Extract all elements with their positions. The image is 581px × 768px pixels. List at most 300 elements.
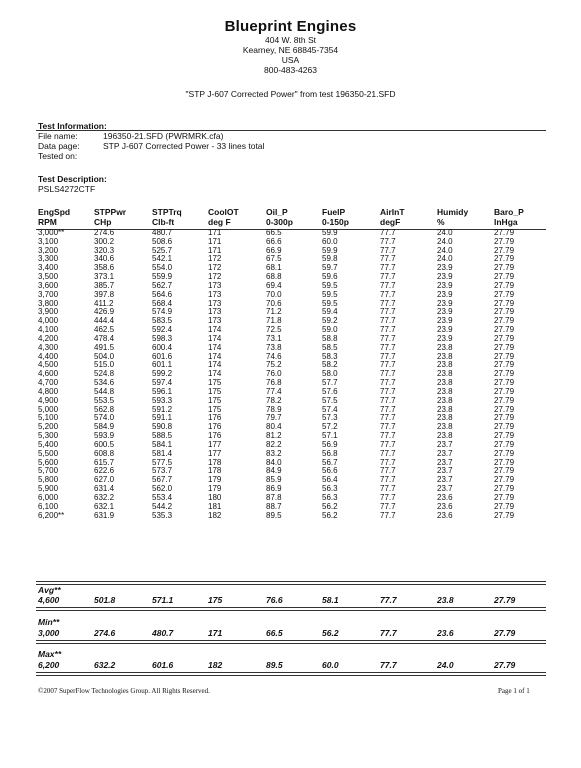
table-cell: 27.79 bbox=[494, 378, 515, 388]
table-cell: 554.0 bbox=[152, 263, 173, 273]
column-name: CoolOT bbox=[208, 207, 239, 217]
table-cell: 56.3 bbox=[322, 484, 338, 494]
table-cell: 78.9 bbox=[266, 404, 282, 414]
table-cell: 23.7 bbox=[437, 448, 453, 458]
avg-cell: 76.6 bbox=[266, 595, 283, 605]
table-cell: 81.2 bbox=[266, 431, 282, 441]
company-name: Blueprint Engines bbox=[224, 18, 357, 35]
table-cell: 593.3 bbox=[152, 395, 173, 405]
table-cell: 71.2 bbox=[266, 307, 282, 317]
table-cell: 3,700 bbox=[38, 289, 59, 299]
table-cell: 27.79 bbox=[494, 431, 515, 441]
table-cell: 567.7 bbox=[152, 475, 173, 485]
table-cell: 27.79 bbox=[494, 492, 515, 502]
table-cell: 27.79 bbox=[494, 466, 515, 476]
table-cell: 77.7 bbox=[380, 307, 396, 317]
min-cell: 77.7 bbox=[380, 628, 397, 638]
table-cell: 588.5 bbox=[152, 431, 173, 441]
avg-cell: 175 bbox=[208, 595, 223, 605]
table-cell: 77.7 bbox=[380, 280, 396, 290]
table-cell: 77.7 bbox=[380, 263, 396, 273]
tested-on-row bbox=[38, 152, 103, 162]
table-cell: 608.8 bbox=[94, 448, 115, 458]
table-cell: 23.9 bbox=[437, 307, 453, 317]
table-cell: 3,500 bbox=[38, 272, 59, 282]
table-cell: 4,200 bbox=[38, 333, 59, 343]
table-cell: 3,600 bbox=[38, 280, 59, 290]
table-cell: 27.79 bbox=[494, 501, 515, 511]
max-cell: 27.79 bbox=[494, 660, 516, 670]
table-cell: 67.5 bbox=[266, 254, 282, 264]
column-unit: % bbox=[437, 216, 445, 227]
table-cell: 601.1 bbox=[152, 360, 173, 370]
column-header bbox=[94, 208, 126, 227]
table-cell: 88.7 bbox=[266, 501, 282, 511]
table-cell: 178 bbox=[208, 466, 222, 476]
table-cell: 58.2 bbox=[322, 360, 338, 370]
min-label: Min** bbox=[38, 617, 60, 627]
table-cell: 23.8 bbox=[437, 360, 453, 370]
table-cell: 57.5 bbox=[322, 395, 338, 405]
table-cell: 562.7 bbox=[152, 280, 173, 290]
table-cell: 27.79 bbox=[494, 228, 515, 237]
table-cell: 411.2 bbox=[94, 298, 114, 308]
table-cell: 3,100 bbox=[38, 236, 59, 246]
table-cell: 23.7 bbox=[437, 484, 453, 494]
table-cell: 179 bbox=[208, 475, 222, 485]
table-cell: 3,400 bbox=[38, 263, 59, 273]
max-cell: 24.0 bbox=[437, 660, 454, 670]
table-cell: 77.7 bbox=[380, 510, 396, 520]
table-cell: 274.6 bbox=[94, 228, 115, 237]
table-cell: 75.2 bbox=[266, 360, 282, 370]
column-header bbox=[380, 208, 405, 227]
table-cell: 59.5 bbox=[322, 289, 338, 299]
column-name: EngSpd bbox=[38, 207, 71, 217]
table-cell: 59.8 bbox=[322, 254, 338, 264]
table-cell: 573.7 bbox=[152, 466, 173, 476]
table-cell: 508.6 bbox=[152, 236, 173, 246]
table-cell: 57.7 bbox=[322, 378, 338, 388]
table-cell: 77.7 bbox=[380, 386, 396, 396]
table-cell: 597.4 bbox=[152, 378, 173, 388]
table-cell: 56.9 bbox=[322, 439, 338, 449]
min-cell: 171 bbox=[208, 628, 223, 638]
table-cell: 77.7 bbox=[380, 475, 396, 485]
table-cell: 56.7 bbox=[322, 457, 338, 467]
table-cell: 59.4 bbox=[322, 307, 338, 317]
table-cell: 174 bbox=[208, 325, 222, 335]
table-cell: 77.7 bbox=[380, 395, 396, 405]
table-cell: 300.2 bbox=[94, 236, 115, 246]
table-cell: 358.6 bbox=[94, 263, 115, 273]
table-cell: 24.0 bbox=[437, 254, 453, 264]
table-cell: 84.0 bbox=[266, 457, 282, 467]
table-cell: 23.6 bbox=[437, 510, 453, 520]
table-cell: 86.9 bbox=[266, 484, 282, 494]
table-cell: 77.7 bbox=[380, 413, 396, 423]
table-cell: 59.9 bbox=[322, 228, 338, 237]
table-cell: 72.5 bbox=[266, 325, 282, 335]
table-cell: 176 bbox=[208, 413, 222, 423]
table-cell: 23.8 bbox=[437, 395, 453, 405]
table-cell: 59.9 bbox=[322, 245, 338, 255]
table-cell: 59.0 bbox=[322, 325, 338, 335]
table-cell: 340.6 bbox=[94, 254, 115, 264]
table-cell: 27.79 bbox=[494, 298, 515, 308]
table-cell: 59.7 bbox=[322, 263, 338, 273]
table-cell: 23.9 bbox=[437, 289, 453, 299]
table-cell: 426.9 bbox=[94, 307, 115, 317]
max-cell: 6,200 bbox=[38, 660, 60, 670]
table-cell: 5,300 bbox=[38, 431, 59, 441]
table-cell: 56.2 bbox=[322, 510, 338, 520]
table-cell: 373.1 bbox=[94, 272, 115, 282]
table-cell: 598.3 bbox=[152, 333, 173, 343]
table-cell: 583.5 bbox=[152, 316, 173, 326]
table-cell: 66.6 bbox=[266, 236, 282, 246]
table-cell: 173 bbox=[208, 298, 222, 308]
table-cell: 559.9 bbox=[152, 272, 173, 282]
table-cell: 23.8 bbox=[437, 413, 453, 423]
table-cell: 27.79 bbox=[494, 272, 515, 282]
table-cell: 174 bbox=[208, 342, 222, 352]
table-cell: 27.79 bbox=[494, 254, 515, 264]
table-cell: 627.0 bbox=[94, 475, 115, 485]
table-cell: 27.79 bbox=[494, 307, 515, 317]
table-cell: 173 bbox=[208, 289, 222, 299]
table-cell: 397.8 bbox=[94, 289, 115, 299]
table-cell: 59.5 bbox=[322, 280, 338, 290]
column-header bbox=[322, 208, 349, 227]
table-cell: 553.4 bbox=[152, 492, 173, 502]
table-cell: 182 bbox=[208, 510, 222, 520]
table-cell: 181 bbox=[208, 501, 222, 511]
table-cell: 4,800 bbox=[38, 386, 59, 396]
column-header bbox=[38, 208, 70, 227]
table-cell: 174 bbox=[208, 351, 222, 361]
table-cell: 68.1 bbox=[266, 263, 282, 273]
table-cell: 56.3 bbox=[322, 492, 338, 502]
stats-divider bbox=[36, 607, 546, 611]
max-cell: 632.2 bbox=[94, 660, 116, 670]
table-cell: 175 bbox=[208, 378, 222, 388]
table-cell: 542.1 bbox=[152, 254, 173, 264]
data-table bbox=[0, 229, 581, 520]
table-cell: 172 bbox=[208, 272, 222, 282]
table-cell: 77.7 bbox=[380, 351, 396, 361]
table-cell: 5,700 bbox=[38, 466, 59, 476]
table-cell: 23.8 bbox=[437, 351, 453, 361]
table-cell: 4,100 bbox=[38, 325, 59, 335]
table-cell: 83.2 bbox=[266, 448, 282, 458]
table-cell: 27.79 bbox=[494, 439, 515, 449]
column-unit: degF bbox=[380, 216, 401, 227]
table-cell: 23.8 bbox=[437, 342, 453, 352]
column-header bbox=[152, 208, 182, 227]
table-cell: 89.5 bbox=[266, 510, 282, 520]
column-header bbox=[494, 208, 524, 227]
table-cell: 584.1 bbox=[152, 439, 173, 449]
table-cell: 80.4 bbox=[266, 422, 282, 432]
table-cell: 58.5 bbox=[322, 342, 338, 352]
min-cell: 27.79 bbox=[494, 628, 516, 638]
table-cell: 77.7 bbox=[380, 457, 396, 467]
table-cell: 27.79 bbox=[494, 342, 515, 352]
column-name: STPPwr bbox=[94, 207, 127, 217]
table-cell: 179 bbox=[208, 484, 222, 494]
table-cell: 27.79 bbox=[494, 404, 515, 414]
address-line-1: 404 W. 8th St bbox=[264, 35, 317, 45]
table-cell: 171 bbox=[208, 236, 222, 246]
table-cell: 57.6 bbox=[322, 386, 338, 396]
table-cell: 76.8 bbox=[266, 378, 282, 388]
table-cell: 87.8 bbox=[266, 492, 282, 502]
min-cell: 480.7 bbox=[152, 628, 174, 638]
table-cell: 82.2 bbox=[266, 439, 282, 449]
column-name: AirInT bbox=[380, 207, 405, 217]
table-cell: 59.5 bbox=[322, 298, 338, 308]
table-cell: 27.79 bbox=[494, 457, 515, 467]
table-cell: 77.4 bbox=[266, 386, 282, 396]
avg-cell: 501.8 bbox=[94, 595, 116, 605]
table-cell: 632.2 bbox=[94, 492, 115, 502]
table-cell: 320.3 bbox=[94, 245, 115, 255]
table-cell: 176 bbox=[208, 422, 222, 432]
table-cell: 562.0 bbox=[152, 484, 173, 494]
table-row bbox=[0, 512, 581, 521]
table-cell: 577.5 bbox=[152, 457, 173, 467]
table-cell: 478.4 bbox=[94, 333, 115, 343]
table-cell: 562.8 bbox=[94, 404, 115, 414]
table-cell: 27.79 bbox=[494, 245, 515, 255]
table-cell: 524.8 bbox=[94, 369, 115, 379]
table-cell: 70.0 bbox=[266, 289, 282, 299]
avg-cell: 77.7 bbox=[380, 595, 397, 605]
table-cell: 77.7 bbox=[380, 333, 396, 343]
stats-divider bbox=[36, 672, 546, 676]
table-cell: 77.7 bbox=[380, 492, 396, 502]
column-unit: InHga bbox=[494, 216, 518, 227]
table-cell: 23.7 bbox=[437, 457, 453, 467]
table-cell: 27.79 bbox=[494, 316, 515, 326]
table-cell: 631.9 bbox=[94, 510, 115, 520]
table-cell: 27.79 bbox=[494, 475, 515, 485]
table-cell: 568.4 bbox=[152, 298, 173, 308]
table-cell: 73.8 bbox=[266, 342, 282, 352]
table-cell: 78.2 bbox=[266, 395, 282, 405]
table-cell: 77.7 bbox=[380, 360, 396, 370]
table-cell: 57.2 bbox=[322, 422, 338, 432]
table-cell: 23.8 bbox=[437, 431, 453, 441]
max-cell: 182 bbox=[208, 660, 223, 670]
table-cell: 3,900 bbox=[38, 307, 59, 317]
table-cell: 77.7 bbox=[380, 439, 396, 449]
table-cell: 3,000** bbox=[38, 228, 65, 237]
data-page-label: Data page: bbox=[38, 141, 80, 151]
avg-cell: 23.8 bbox=[437, 595, 454, 605]
table-cell: 73.1 bbox=[266, 333, 282, 343]
table-cell: 176 bbox=[208, 431, 222, 441]
table-cell: 5,100 bbox=[38, 413, 59, 423]
table-cell: 175 bbox=[208, 395, 222, 405]
table-cell: 77.7 bbox=[380, 484, 396, 494]
table-cell: 57.3 bbox=[322, 413, 338, 423]
table-cell: 79.7 bbox=[266, 413, 282, 423]
table-cell: 596.1 bbox=[152, 386, 173, 396]
table-cell: 58.3 bbox=[322, 351, 338, 361]
table-cell: 23.6 bbox=[437, 492, 453, 502]
table-cell: 4,300 bbox=[38, 342, 59, 352]
table-cell: 77.7 bbox=[380, 466, 396, 476]
table-cell: 27.79 bbox=[494, 413, 515, 423]
table-cell: 59.6 bbox=[322, 272, 338, 282]
table-cell: 77.7 bbox=[380, 422, 396, 432]
table-cell: 3,200 bbox=[38, 245, 59, 255]
column-name: Humidy bbox=[437, 207, 469, 217]
table-cell: 171 bbox=[208, 245, 222, 255]
table-cell: 23.8 bbox=[437, 386, 453, 396]
column-unit: CHp bbox=[94, 216, 112, 227]
table-cell: 74.6 bbox=[266, 351, 282, 361]
table-cell: 77.7 bbox=[380, 236, 396, 246]
table-cell: 24.0 bbox=[437, 236, 453, 246]
table-cell: 27.79 bbox=[494, 484, 515, 494]
column-unit: 0-300p bbox=[266, 216, 293, 227]
stats-divider bbox=[36, 640, 546, 644]
max-cell: 89.5 bbox=[266, 660, 283, 670]
address-line-2: Kearney, NE 68845-7354 bbox=[242, 45, 339, 55]
table-cell: 56.6 bbox=[322, 466, 338, 476]
table-cell: 57.4 bbox=[322, 404, 338, 414]
max-cell: 77.7 bbox=[380, 660, 397, 670]
table-cell: 77.7 bbox=[380, 272, 396, 282]
table-cell: 77.7 bbox=[380, 298, 396, 308]
table-cell: 574.0 bbox=[94, 413, 115, 423]
table-cell: 23.9 bbox=[437, 272, 453, 282]
table-cell: 631.4 bbox=[94, 484, 115, 494]
table-cell: 56.8 bbox=[322, 448, 338, 458]
min-cell: 56.2 bbox=[322, 628, 339, 638]
tested-on-label: Tested on: bbox=[38, 151, 78, 161]
avg-label: Avg** bbox=[38, 585, 61, 595]
table-cell: 23.7 bbox=[437, 466, 453, 476]
file-name-label: File name: bbox=[38, 131, 78, 141]
table-cell: 85.9 bbox=[266, 475, 282, 485]
max-row bbox=[0, 660, 581, 671]
table-cell: 3,800 bbox=[38, 298, 59, 308]
table-cell: 171 bbox=[208, 228, 222, 237]
column-name: Oil_P bbox=[266, 207, 288, 217]
table-cell: 23.9 bbox=[437, 280, 453, 290]
min-cell: 274.6 bbox=[94, 628, 116, 638]
table-cell: 76.0 bbox=[266, 369, 282, 379]
table-cell: 175 bbox=[208, 386, 222, 396]
table-cell: 24.0 bbox=[437, 228, 453, 237]
copyright-text: ©2007 SuperFlow Technologies Group. All Rights Reserved. bbox=[38, 687, 210, 695]
table-cell: 174 bbox=[208, 369, 222, 379]
table-cell: 385.7 bbox=[94, 280, 115, 290]
avg-cell: 4,600 bbox=[38, 595, 60, 605]
table-cell: 77.7 bbox=[380, 404, 396, 414]
table-cell: 27.79 bbox=[494, 236, 515, 246]
table-cell: 544.8 bbox=[94, 386, 115, 396]
stats-divider bbox=[36, 581, 546, 585]
table-cell: 622.6 bbox=[94, 466, 115, 476]
table-cell: 84.9 bbox=[266, 466, 282, 476]
column-header bbox=[437, 208, 468, 227]
column-unit: RPM bbox=[38, 216, 57, 227]
page-number: Page 1 of 1 bbox=[498, 687, 530, 695]
table-cell: 27.79 bbox=[494, 333, 515, 343]
table-cell: 599.2 bbox=[152, 369, 173, 379]
table-cell: 56.4 bbox=[322, 475, 338, 485]
column-name: STPTrq bbox=[152, 207, 182, 217]
table-cell: 175 bbox=[208, 404, 222, 414]
table-cell: 591.1 bbox=[152, 413, 173, 423]
column-name: FuelP bbox=[322, 207, 346, 217]
table-cell: 6,100 bbox=[38, 501, 59, 511]
table-cell: 58.0 bbox=[322, 369, 338, 379]
table-cell: 172 bbox=[208, 263, 222, 273]
report-header bbox=[0, 18, 581, 75]
table-cell: 4,700 bbox=[38, 378, 59, 388]
table-cell: 60.0 bbox=[322, 236, 338, 246]
table-cell: 77.7 bbox=[380, 378, 396, 388]
table-cell: 23.9 bbox=[437, 298, 453, 308]
table-cell: 3,300 bbox=[38, 254, 59, 264]
table-cell: 27.79 bbox=[494, 510, 515, 520]
table-cell: 68.8 bbox=[266, 272, 282, 282]
table-cell: 23.8 bbox=[437, 422, 453, 432]
table-cell: 5,000 bbox=[38, 404, 59, 414]
table-cell: 544.2 bbox=[152, 501, 173, 511]
data-page-value: STP J-607 Corrected Power - 33 lines total bbox=[103, 141, 265, 151]
table-cell: 525.7 bbox=[152, 245, 173, 255]
table-cell: 173 bbox=[208, 280, 222, 290]
table-cell: 600.4 bbox=[152, 342, 173, 352]
column-unit: deg F bbox=[208, 216, 231, 227]
table-cell: 601.6 bbox=[152, 351, 173, 361]
avg-cell: 58.1 bbox=[322, 595, 339, 605]
avg-cell: 27.79 bbox=[494, 595, 516, 605]
table-cell: 173 bbox=[208, 307, 222, 317]
table-cell: 590.8 bbox=[152, 422, 173, 432]
table-cell: 23.8 bbox=[437, 404, 453, 414]
table-cell: 23.9 bbox=[437, 325, 453, 335]
max-label: Max** bbox=[38, 649, 62, 659]
table-cell: 27.79 bbox=[494, 448, 515, 458]
table-cell: 600.5 bbox=[94, 439, 115, 449]
column-header bbox=[266, 208, 293, 227]
table-cell: 5,400 bbox=[38, 439, 59, 449]
table-cell: 4,900 bbox=[38, 395, 59, 405]
table-cell: 57.1 bbox=[322, 431, 338, 441]
table-cell: 515.0 bbox=[94, 360, 115, 370]
table-cell: 77.7 bbox=[380, 245, 396, 255]
table-cell: 564.6 bbox=[152, 289, 173, 299]
avg-row bbox=[0, 595, 581, 606]
table-cell: 58.8 bbox=[322, 333, 338, 343]
table-cell: 177 bbox=[208, 439, 222, 449]
table-cell: 4,500 bbox=[38, 360, 59, 370]
table-cell: 615.7 bbox=[94, 457, 115, 467]
table-cell: 77.7 bbox=[380, 228, 396, 237]
table-cell: 173 bbox=[208, 316, 222, 326]
table-cell: 27.79 bbox=[494, 280, 515, 290]
table-cell: 178 bbox=[208, 457, 222, 467]
table-cell: 77.7 bbox=[380, 316, 396, 326]
